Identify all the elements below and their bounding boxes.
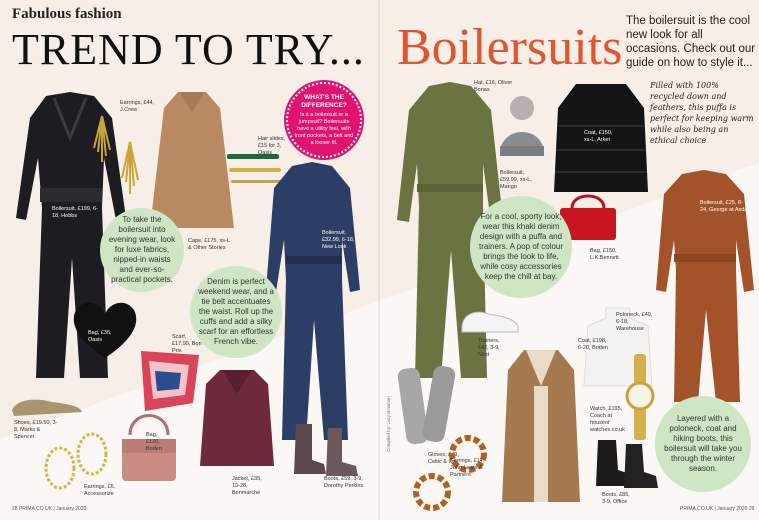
- compiled-by-credit: Compiled by: Lucy Bowman: [386, 396, 391, 452]
- price-boots-dp: Boots, £59, 3-9, Dorothy Perkins: [324, 476, 364, 489]
- tip-layered: Layered with a poloneck, coat and hiking boots, this boilersuit will take you through the winter season.: [655, 396, 751, 492]
- heart-bag-image: [70, 298, 140, 360]
- snakeskin-boots-image: [290, 420, 362, 480]
- price-coat-boden: Coat, £198, 6-20, Boden: [578, 338, 608, 351]
- footer-left: 28 PRIMA.CO.UK | January 2020: [12, 506, 87, 512]
- shearling-coat-image: [500, 346, 582, 506]
- callout-heading: WHAT'S THE DIFFERENCE?: [301, 93, 347, 109]
- price-earrings-jcrew: Earrings, £44, J.Crew: [120, 100, 155, 113]
- section-label: Fabulous fashion: [12, 6, 122, 22]
- callout-body: Is it a boilersuit or a jumpsuit? Boilersuits have a utility feel, with front pockets, a belt and a looser fit.: [294, 111, 354, 146]
- puffa-note: Filled with 100% recycled down and feathers, this puffa is perfect for keeping warm while also being an ethical choice: [650, 81, 754, 145]
- difference-callout: [286, 82, 362, 158]
- page-gutter: [378, 0, 380, 520]
- price-bag-lkbennett: Bag, £150, L.K.Bennett: [590, 248, 619, 261]
- shoes-image: [8, 392, 86, 420]
- gold-earrings-image: [92, 112, 150, 202]
- price-poloneck: Poloneck, £49, 6-18, Warehouse: [616, 312, 653, 332]
- price-cape: Cape, £175, xs-L & Other Stories: [188, 238, 230, 251]
- tip-khaki: For a cool, sporty look, wear this khaki denim design with a puffa and trainers. A pop of colour brings the look to life, while cosy accessories keep the chill at bay.: [470, 196, 572, 298]
- tip-evening: To take the boilersuit into evening wear, look for luxe fabrics, nipped-in waists and ever-so-practical pockets.: [100, 208, 184, 292]
- price-trainers: Trainers, £42, 3-9, Next: [478, 338, 500, 358]
- price-scarf: Scarf, £17.99, Bon Prix: [172, 334, 202, 354]
- price-coat-arket: Coat, £150, xs-L, Arket: [584, 130, 613, 143]
- price-hair-slides: Hair slides, £15 for 3, Oasis: [258, 136, 286, 156]
- tip-denim: Denim is perfect weekend wear, and a tie belt accentuates the waist. Roll up the cuffs and add a silky scarf for an effortless French vibe.: [190, 266, 282, 358]
- burgundy-jacket-image: [198, 366, 276, 476]
- price-boilersuit-mango: Boilersuit, £59.99, xs-L, Mango: [500, 170, 532, 190]
- price-hat: Hat, £16, Oliver Bonas: [474, 80, 513, 93]
- hiking-boots-image: [590, 436, 662, 492]
- price-watch: Watch, £195, Coach at houseof watches.co.uk: [590, 406, 625, 433]
- intro-text: The boilersuit is the cool new look for all occasions. Check out our guide on how to style it...: [626, 15, 756, 69]
- price-earrings-accessorize: Earrings, £6, Accessorize: [84, 484, 116, 497]
- price-boilersuit-newlook: Boilersuit, £32.99, 6-18, New Look: [322, 230, 355, 250]
- price-boilersuit-george: Boilersuit, £25, 8-24, George at Asda: [700, 200, 748, 213]
- price-bag-oasis: Bag, £35, Oasis: [88, 330, 112, 343]
- price-gloves: Gloves, £49, Celtic & Co: [428, 452, 459, 465]
- page-title-left: TREND TO TRY...: [12, 25, 365, 74]
- price-earrings-jlp: Earrings, £14, John Lewis & Partners: [450, 458, 485, 478]
- price-jacket: Jacket, £35, 10-28, Bonmarché: [232, 476, 262, 496]
- price-boots-office: Boots, £85, 3-9, Office: [602, 492, 630, 505]
- trainers-image: [458, 304, 522, 334]
- beanie-hat-image: [494, 94, 550, 160]
- price-shoes: Shoes, £19.50, 3-8, Marks & Spencer: [14, 420, 58, 440]
- price-bag-boden: Bag, £120, Boden: [146, 432, 162, 452]
- page-title-right: Boilersuits: [397, 19, 623, 76]
- price-boilersuit-hobbs: Boilersuit, £199, 6-18, Hobbs: [52, 206, 98, 219]
- footer-right: PRIMA.CO.UK | January 2020 29: [680, 506, 755, 512]
